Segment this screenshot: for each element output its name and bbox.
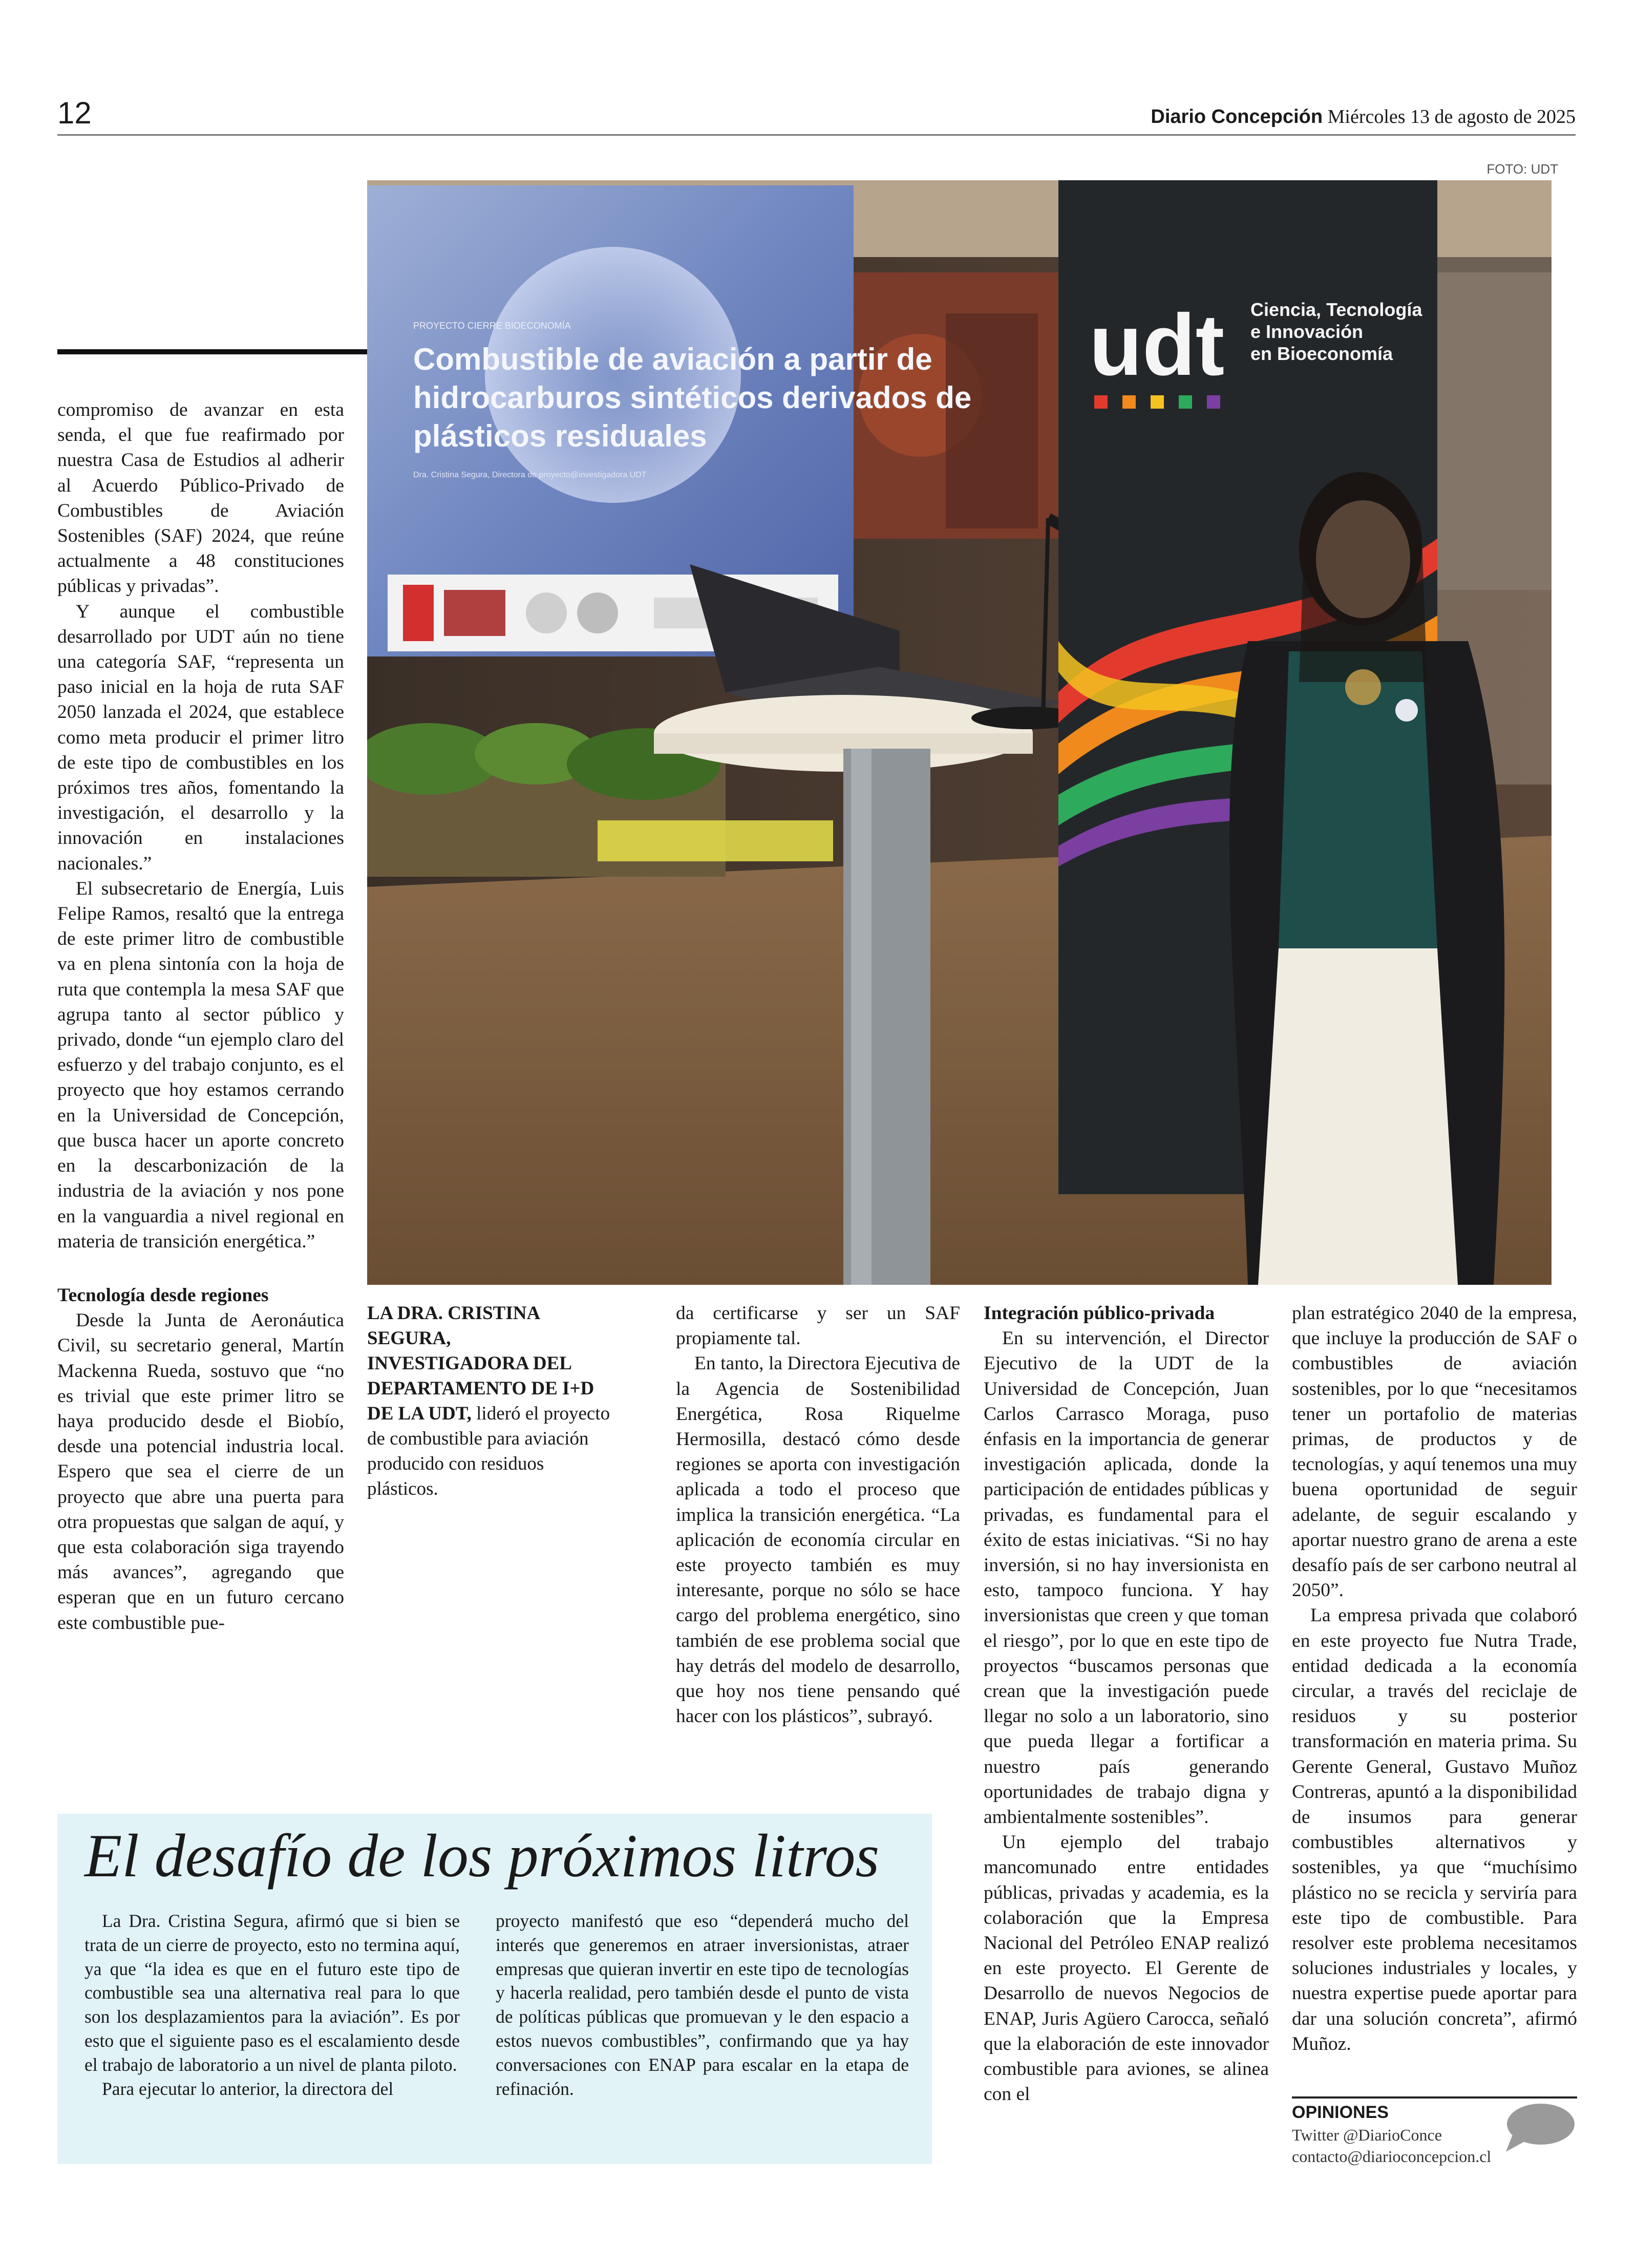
paragraph: proyecto manifestó que eso “dependerá mucho del interés que generemos en atraer inversionistas, atraer empresas que quieran invertir en este tipo de tecnologías y hacerla realidad, pero también desde el punto de vista de políticas públicas que promuevan y le den espacio a estos nuevos combustibles”, confirmando que ya hay conversaciones con ENAP para escalar en la etapa de refinación. bbox=[496, 1911, 909, 2099]
paragraph: En tanto, la Directora Ejecutiva de la Agencia de Sostenibilidad Energética, Rosa Riquelme Hermosilla, destacó cómo desde regiones se aporta con investigación aplicada a todo el proceso que implica la transición energética. “La aplicación de economía circular en este proyecto también es muy interesante, porque no sólo se hace cargo del problema energético, sino también de ese problema social que hay detrás del modelo de desarrollo, que hoy nos tiene pensando qué hacer con los plásticos”, subrayó. bbox=[676, 1353, 960, 1727]
udt-color-square bbox=[1207, 395, 1220, 409]
header-rule bbox=[57, 134, 1576, 136]
udt-tagline-line-3: en Bioeconomía bbox=[1250, 343, 1393, 364]
article-column-4 bbox=[1292, 1301, 1577, 2057]
article-column-2 bbox=[676, 1301, 960, 1729]
slide-title-line-1: Combustible de aviación a partir de bbox=[413, 342, 932, 376]
paragraph: Desde la Junta de Aeronáutica Civil, su secretario general, Martín Mackenna Rueda, sostuvo que “no es trivial que este primer litro se haya producido desde el Biobío, desde una potencial industria local. Espero que sea el cierre de un proyecto que abre una puerta para otra propuestas que salgan de aquí, y que esta colaboración siga trayendo más avances”, agregando que esperan que en un futuro cercano este combustible pue- bbox=[57, 1310, 344, 1634]
udt-tagline-line-1: Ciencia, Tecnología bbox=[1250, 299, 1422, 320]
paragraph: Y aunque el combustible desarrollado por UDT aún no tiene una categoría SAF, “representa un paso inicial en la hoja de ruta SAF 2050 lanzada el 2024, que establece como meta producir el primer litro de este tipo de combustibles en los próximos tres años, fomentando la investigación, el desarrollo y la innovación en instalaciones nacionales.” bbox=[57, 601, 344, 874]
box-column-2 bbox=[496, 1909, 909, 2101]
opinions-rule bbox=[1292, 2096, 1577, 2099]
newspaper-name[interactable]: Diario Concepción bbox=[1151, 106, 1323, 128]
paragraph: plan estratégico 2040 de la empresa, que incluye la producción de SAF o combustibles de aviación sostenibles, por lo que “necesitamos tener un portafolio de materias primas, de productos y de tecnologías, y aquí tenemos una muy buena oportunidad de seguir adelante, de seguir escalando y aportar nuestro grano de arena a este desafío país de ser carbono neutral al 2050”. bbox=[1292, 1303, 1577, 1601]
paragraph: La Dra. Cristina Segura, afirmó que si bien se trata de un cierre de proyecto, esto no termina aquí, ya que “la idea es que en el futuro este tipo de combustible sea una alternativa real para lo que son los desplazamientos para la aviación”. Es por esto que el siguiente paso es el escalamiento desde el trabajo de laboratorio a un nivel de planta piloto. bbox=[84, 1911, 460, 2075]
paragraph: da certificarse y ser un SAF propiamente tal. bbox=[676, 1303, 960, 1349]
slide-subtitle: Dra. Cristina Segura, Directora de proyecto@investigadora UDT bbox=[413, 471, 647, 479]
opinions-title: OPINIONES bbox=[1292, 2103, 1389, 2122]
udt-color-square bbox=[1179, 395, 1192, 409]
udt-tagline-line-2: e Innovación bbox=[1250, 321, 1364, 342]
twitter-handle[interactable]: Twitter @DiarioConce bbox=[1292, 2126, 1442, 2144]
page-number: 12 bbox=[57, 96, 92, 130]
subheading-integracion: Integración público-privada bbox=[984, 1303, 1215, 1324]
article-column-1 bbox=[57, 397, 344, 1636]
paragraph: En su intervención, el Director Ejecutivo de la UDT de la Universidad de Concepción, Juan Carlos Carrasco Moraga, puso énfasis en la importancia de generar investigación aplicada, donde la participación de entidades públicas y privadas, es fundamental para el éxito de estas iniciativas. “Si no hay inversión, si no hay inversionista en esto, tampoco funciona. Y hay inversionistas que creen y que toman el riesgo”, por lo que en este tipo de proyectos “buscamos personas que crean que la investigación puede llegar no solo a un laboratorio, sino que pueda llegar a fortificar a nuestro país generando oportunidades de trabajo digna y ambientalmente sostenibles”. bbox=[984, 1328, 1269, 1828]
event-photo-illustration bbox=[367, 180, 1552, 1285]
box-title: El desafío de los próximos litros bbox=[84, 1821, 880, 1890]
udt-color-square bbox=[1094, 395, 1108, 409]
paragraph: Un ejemplo del trabajo mancomunado entre entidades públicas, privadas y academia, es la colaboración que la Empresa Nacional del Petróleo ENAP realizó en este proyecto. El Gerente de Desarrollo de nuevos Negocios de ENAP, Juris Agüero Carocca, señaló que la elaboración de este innovador combustible para aviones, se alinea con el bbox=[984, 1832, 1269, 2105]
udt-color-square bbox=[1122, 395, 1136, 409]
caption-lead: LA DRA. CRISTINA SEGURA, INVESTIGADORA DEL DEPARTAMENTO DE I+D DE LA UDT, bbox=[367, 1303, 594, 1424]
subheading-tecnologia: Tecnología desde regiones bbox=[57, 1284, 269, 1306]
issue-date: Miércoles 13 de agosto de 2025 bbox=[1327, 106, 1576, 128]
masthead bbox=[1151, 105, 1576, 128]
box-column-1 bbox=[84, 1909, 460, 2101]
section-rule bbox=[57, 349, 367, 354]
paragraph: El subsecretario de Energía, Luis Felipe Ramos, resaltó que la entrega de este primer litro de combustible va en plena sintonía con la hoja de ruta que contempla la mesa SAF que agrupa tanto al sector público y privado, donde “un ejemplo claro del esfuerzo y del trabajo conjunto, es el proyecto que hoy estamos cerrando en la Universidad de Concepción, que busca hacer un aporte concreto en la descarbonización de la industria de la aviación y nos pone en la vanguardia a nivel regional en materia de transición energética.” bbox=[57, 878, 344, 1252]
paragraph: La empresa privada que colaboró en este proyecto fue Nutra Trade, entidad dedicada a la economía circular, a través del reciclaje de residuos y su posterior transformación en materia prima. Su Gerente General, Gustavo Muñoz Contreras, apuntó a la disponibilidad de insumos para generar combustibles alternativos y sostenibles, ya que “muchísimo plástico no se recicla y serviría para este tipo de combustible. Para resolver este problema necesitamos soluciones industriales y locales, y nuestra expertise puede aportar para dar una solución concreta”, afirmó Muñoz. bbox=[1292, 1605, 1577, 2054]
speech-bubble-icon bbox=[1503, 2102, 1576, 2153]
caption-text: lideró el proyecto de combustible para aviación producido con residuos plásticos. bbox=[367, 1403, 610, 1499]
photo-credit: FOTO: UDT bbox=[1486, 161, 1558, 177]
photo-caption bbox=[367, 1301, 612, 1501]
contact-email[interactable]: contacto@diarioconcepcion.cl bbox=[1292, 2147, 1492, 2166]
slide-title-line-3: plásticos residuales bbox=[413, 419, 707, 453]
slide-title-line-2: hidrocarburos sintéticos derivados de bbox=[413, 380, 972, 415]
udt-color-square bbox=[1151, 395, 1164, 409]
paragraph: Para ejecutar lo anterior, la directora del bbox=[102, 2078, 394, 2099]
udt-logo: udt bbox=[1089, 296, 1225, 394]
paragraph: compromiso de avanzar en esta senda, el que fue reafirmado por nuestra Casa de Estudios al adherir al Acuerdo Público-Privado de Combustibles de Aviación Sostenibles (SAF) 2024, que reúne actualmente a 48 constituciones públicas y privadas”. bbox=[57, 399, 344, 597]
article-photo bbox=[367, 180, 1552, 1285]
article-column-3 bbox=[984, 1301, 1269, 2107]
slide-kicker: PROYECTO CIERRE BIOECONOMÍA bbox=[413, 321, 571, 331]
